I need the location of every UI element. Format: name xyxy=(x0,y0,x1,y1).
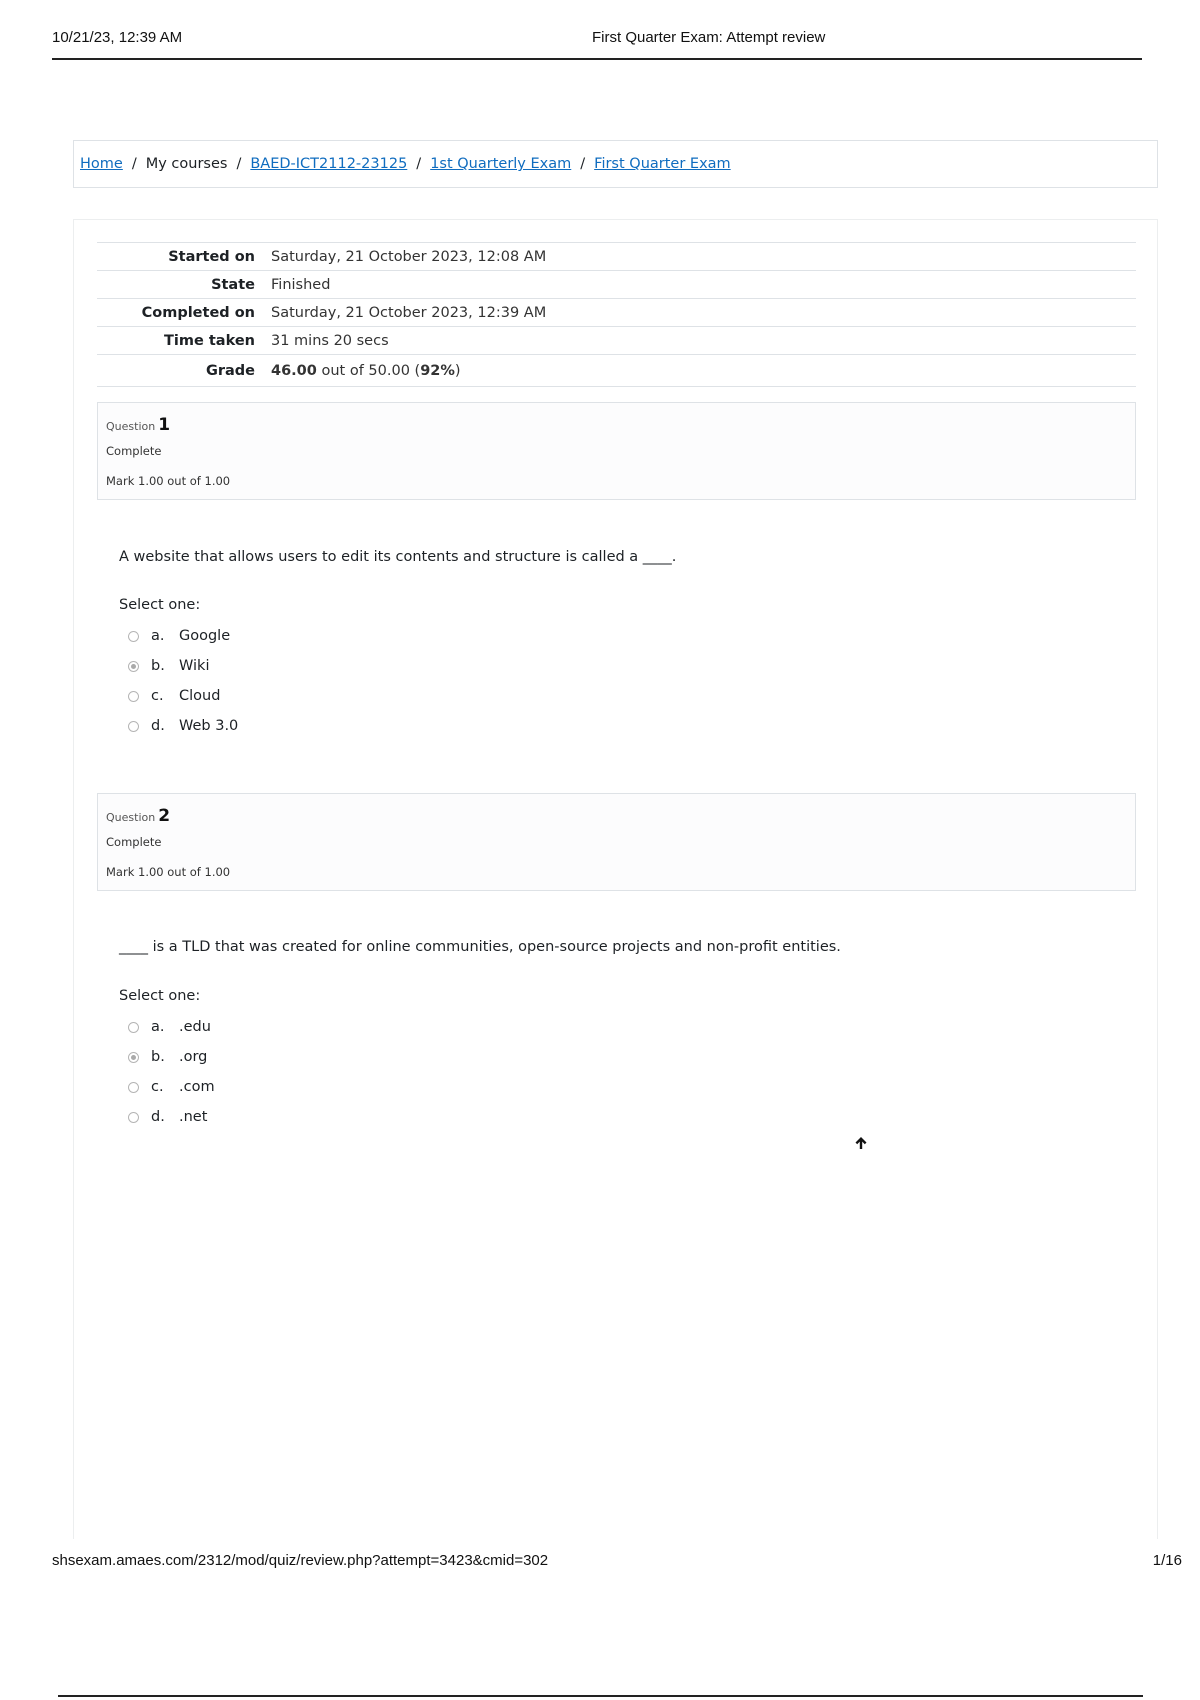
breadcrumb-home-link[interactable]: Home xyxy=(80,156,123,172)
next-page-header-rule xyxy=(58,1695,1143,1697)
page-url: shsexam.amaes.com/2312/mod/quiz/review.php?attempt=3423&cmid=302 xyxy=(52,1552,549,1569)
started-label: Started on xyxy=(168,248,255,265)
option-letter: c. xyxy=(151,1079,164,1095)
option-letter: b. xyxy=(151,658,165,674)
completed-value: Saturday, 21 October 2023, 12:39 AM xyxy=(271,304,547,321)
summary-row-completed xyxy=(97,299,1136,327)
print-header xyxy=(52,26,1142,60)
breadcrumb-my-courses: My courses xyxy=(145,156,228,172)
option-text: .edu xyxy=(179,1019,211,1035)
option-letter: a. xyxy=(151,1019,165,1035)
option-text: Cloud xyxy=(179,688,221,704)
grade-score: 46.00 xyxy=(271,362,317,379)
time-taken-label: Time taken xyxy=(164,332,255,349)
option-text: .net xyxy=(179,1109,208,1125)
summary-row-grade xyxy=(97,355,1136,387)
question-state: Complete xyxy=(106,444,162,458)
answer-option[interactable] xyxy=(128,1012,215,1042)
answer-option[interactable] xyxy=(128,1072,215,1102)
question-number xyxy=(106,415,170,435)
radio-button[interactable] xyxy=(128,1112,139,1123)
option-text: .com xyxy=(179,1079,215,1095)
radio-button[interactable] xyxy=(128,721,139,732)
completed-label: Completed on xyxy=(141,304,255,321)
option-text: Google xyxy=(179,628,231,644)
summary-row-time xyxy=(97,327,1136,355)
grade-out-of: out of 50.00 ( xyxy=(316,362,421,379)
select-one-label: Select one: xyxy=(119,988,201,1004)
page-number: 1/16 xyxy=(1152,1552,1182,1569)
breadcrumb-separator: / xyxy=(416,156,422,172)
radio-button[interactable] xyxy=(128,631,139,642)
grade-label: Grade xyxy=(205,362,255,379)
question-state: Complete xyxy=(106,835,162,849)
radio-button-selected[interactable] xyxy=(128,1052,139,1063)
question-number-value: 1 xyxy=(158,415,171,435)
arrow-up-icon xyxy=(853,1135,869,1151)
started-value: Saturday, 21 October 2023, 12:08 AM xyxy=(271,248,547,265)
question-mark: Mark 1.00 out of 1.00 xyxy=(106,865,231,879)
breadcrumb-separator: / xyxy=(236,156,242,172)
question-text-2: ____ is a TLD that was created for online communities, open-source projects and non-profit entities. xyxy=(119,939,841,955)
answer-options-1 xyxy=(128,621,238,741)
question-label: Question xyxy=(106,420,156,433)
option-letter: a. xyxy=(151,628,165,644)
breadcrumb-separator: / xyxy=(580,156,586,172)
question-info-2 xyxy=(97,793,1136,891)
answer-option[interactable] xyxy=(128,681,238,711)
print-page-title: First Quarter Exam: Attempt review xyxy=(592,29,826,46)
option-letter: d. xyxy=(151,1109,165,1125)
question-text-1: A website that allows users to edit its contents and structure is called a ____. xyxy=(119,549,677,565)
option-letter: b. xyxy=(151,1049,165,1065)
radio-button-selected[interactable] xyxy=(128,661,139,672)
option-letter: d. xyxy=(151,718,165,734)
option-text: .org xyxy=(179,1049,208,1065)
state-label: State xyxy=(211,276,255,293)
breadcrumb-course-link[interactable]: BAED-ICT2112-23125 xyxy=(250,156,408,172)
radio-button[interactable] xyxy=(128,691,139,702)
answer-option[interactable] xyxy=(128,621,238,651)
question-number xyxy=(106,806,170,826)
summary-row-started xyxy=(97,243,1136,271)
answer-option[interactable] xyxy=(128,1102,215,1132)
breadcrumb xyxy=(73,140,1158,188)
option-text: Web 3.0 xyxy=(179,718,239,734)
radio-button[interactable] xyxy=(128,1082,139,1093)
time-taken-value: 31 mins 20 secs xyxy=(271,332,389,349)
question-info-1 xyxy=(97,402,1136,500)
summary-row-state xyxy=(97,271,1136,299)
grade-value xyxy=(271,355,1136,387)
answer-option[interactable] xyxy=(128,711,238,741)
radio-button[interactable] xyxy=(128,1022,139,1033)
question-label: Question xyxy=(106,811,156,824)
option-letter: c. xyxy=(151,688,164,704)
breadcrumb-section-link[interactable]: 1st Quarterly Exam xyxy=(430,156,572,172)
option-text: Wiki xyxy=(179,658,210,674)
answer-options-2 xyxy=(128,1012,215,1132)
grade-close: ) xyxy=(454,362,461,379)
breadcrumb-quiz-link[interactable]: First Quarter Exam xyxy=(594,156,731,172)
breadcrumb-separator: / xyxy=(131,156,137,172)
state-value: Finished xyxy=(271,276,331,293)
question-mark: Mark 1.00 out of 1.00 xyxy=(106,474,231,488)
question-number-value: 2 xyxy=(158,806,171,826)
answer-option-selected[interactable] xyxy=(128,1042,215,1072)
select-one-label: Select one: xyxy=(119,597,201,613)
back-to-top-button[interactable] xyxy=(846,1128,876,1158)
grade-percent: 92% xyxy=(420,362,455,379)
attempt-summary-table xyxy=(97,242,1136,387)
answer-option-selected[interactable] xyxy=(128,651,238,681)
print-datetime: 10/21/23, 12:39 AM xyxy=(52,29,183,46)
